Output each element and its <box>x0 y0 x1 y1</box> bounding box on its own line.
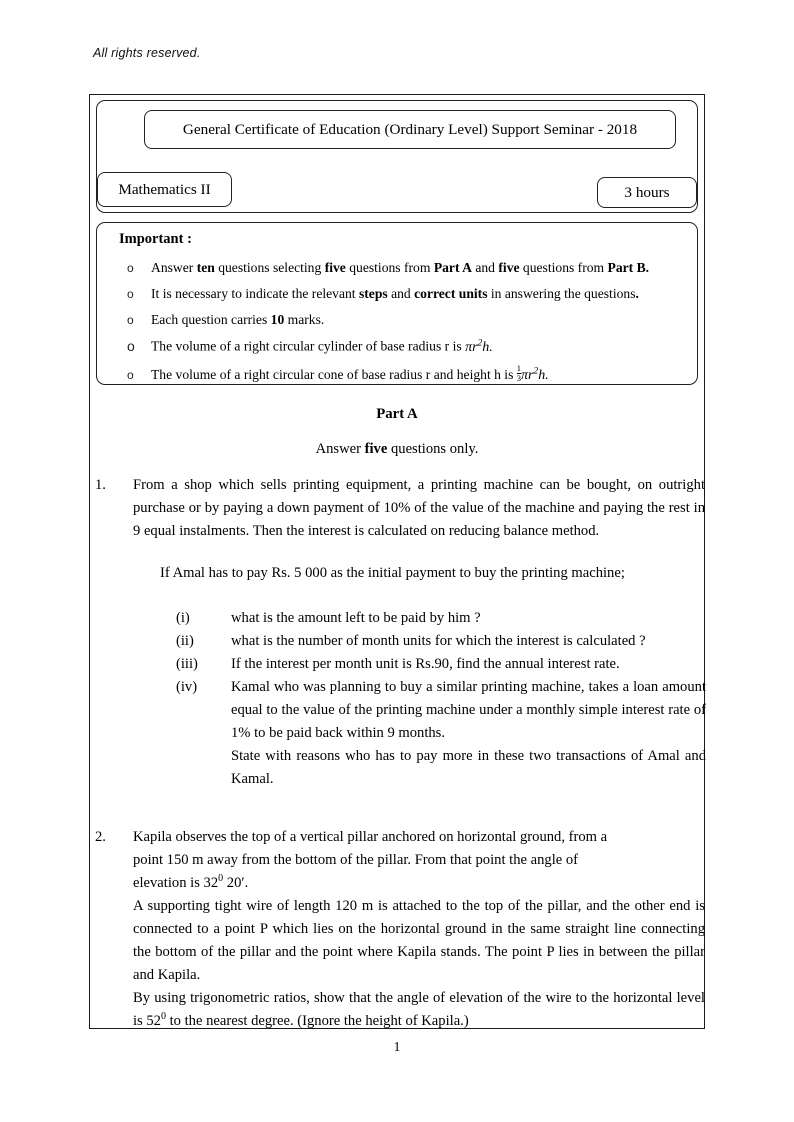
part-a-instruction <box>89 441 705 458</box>
circle-bullet-icon: o <box>127 338 135 354</box>
degree-symbol: 0 <box>218 873 224 885</box>
plain-text: The volume of a right circular cone of base radius r and height h is <box>151 366 517 382</box>
important-item-text <box>151 287 681 301</box>
question-1-body <box>133 474 705 791</box>
important-item-text <box>151 339 681 355</box>
important-item-text <box>151 313 681 327</box>
plain-text: marks. <box>284 312 325 327</box>
subpart-label: (iii) <box>176 656 198 672</box>
important-instructions-box <box>96 222 698 385</box>
circle-bullet-icon: o <box>127 313 134 327</box>
plain-text: in answering the questions <box>487 286 636 301</box>
circle-bullet-icon: o <box>127 287 134 301</box>
emphasis-text: five <box>498 260 520 275</box>
part-a-heading: Part A <box>376 406 418 422</box>
question-2-paragraph-3 <box>133 987 705 1033</box>
subpart-text: what is the number of month units for which the interest is calculated ? <box>231 633 646 649</box>
question-2-paragraph-2: A supporting tight wire of length 120 m is attached to the top of the pillar, and the other end is connected to a point P which lies on the horizontal ground in the same straight line connecting the bottom of the pillar and the point where Kapila stands. The point P lies in between the pillar and Kapila. <box>133 898 705 983</box>
emphasis-text: steps <box>358 286 388 301</box>
important-title: Important : <box>119 231 192 247</box>
important-item <box>121 287 681 308</box>
subject-box <box>97 172 232 207</box>
subpart-continuation-text: State with reasons who has to pay more in these two transactions of Amal and Kamal. <box>231 748 706 787</box>
question-2-line-1: Kapila observes the top of a vertical pillar anchored on horizontal ground, from a <box>133 829 608 845</box>
subpart-label: (i) <box>176 610 190 626</box>
subpart-label: (iv) <box>176 679 198 695</box>
elevation-suffix: . <box>244 875 249 891</box>
important-item-text <box>151 365 681 384</box>
important-item <box>121 365 681 386</box>
plain-text: questions from <box>519 260 608 275</box>
instruction-bold: five <box>364 441 388 457</box>
plain-text: Each question carries <box>151 312 271 327</box>
elevation-minutes-value: 20 <box>223 875 242 891</box>
instruction-prefix: Answer <box>315 441 365 457</box>
plain-text: The volume of a right circular cylinder of base radius r is <box>151 339 466 354</box>
plain-text: Answer <box>151 260 197 275</box>
question-2 <box>95 826 705 1033</box>
subpart-text: what is the amount left to be paid by him ? <box>231 610 481 626</box>
question-1-condition: If Amal has to pay Rs. 5 000 as the initial payment to buy the printing machine; <box>160 565 625 581</box>
question-1-subpart <box>176 607 706 630</box>
subject-text: Mathematics II <box>118 180 211 198</box>
duration-text: 3 hours <box>624 183 670 201</box>
question-1-subpart <box>176 630 706 653</box>
all-rights-reserved-note: All rights reserved. <box>93 46 201 60</box>
plain-text: questions from <box>345 260 434 275</box>
subpart-label: (ii) <box>176 633 194 649</box>
important-item-text <box>151 261 681 275</box>
question-1-subpart <box>176 676 706 791</box>
formula-cone: $\frac{1}{3}$ $\pi r^2h$. <box>516 363 549 383</box>
plain-text: and <box>387 286 415 301</box>
circle-bullet-icon: o <box>127 367 134 382</box>
fraction-one-third: $\frac{1}{3}$ <box>516 363 522 383</box>
important-items-list <box>121 261 681 391</box>
exam-title-text: General Certificate of Education (Ordinary Level) Support Seminar - 2018 <box>182 120 638 138</box>
plain-text: It is necessary to indicate the relevant <box>151 286 359 301</box>
question-2-number: 2. <box>95 829 106 845</box>
emphasis-text: correct units <box>414 286 488 301</box>
question-2-elevation-line <box>133 872 705 895</box>
para3-suffix: to the nearest degree. (Ignore the height of Kapila.) <box>165 1013 469 1029</box>
question-1-number: 1. <box>95 477 106 493</box>
subpart-text: If the interest per month unit is Rs.90, find the annual interest rate. <box>231 656 620 672</box>
emphasis-text: . <box>635 286 639 301</box>
important-item <box>121 339 681 360</box>
emphasis-text: 10 <box>270 312 285 327</box>
degree-symbol-2: 0 <box>160 1011 166 1023</box>
important-item <box>121 261 681 282</box>
exam-title-box <box>144 110 676 149</box>
question-1-subpart <box>176 653 706 676</box>
para3-prefix: By using trigonometric ratios, show that the angle of elevation of the wire to the horizontal level is 52 <box>133 990 705 1029</box>
instruction-suffix: questions only. <box>387 441 479 457</box>
emphasis-text: Part B. <box>607 260 650 275</box>
question-1-subparts <box>176 607 706 791</box>
important-item <box>121 313 681 334</box>
emphasis-text: Part A <box>433 260 472 275</box>
plain-text: questions selecting <box>214 260 325 275</box>
subpart-text: Kamal who was planning to buy a similar printing machine, takes a loan amount equal to the value of the printing machine under a monthly simple interest rate of 1% to be paid back within 9 months. State with reasons who has to pay more in these two transactions of Amal and Kamal. <box>231 676 706 791</box>
formula-cylinder: $\pi r^2h$. <box>465 338 493 355</box>
minute-symbol: ′ <box>241 875 245 891</box>
elevation-prefix: elevation is 32 <box>133 875 219 891</box>
emphasis-text: five <box>324 260 346 275</box>
question-2-line-2: point 150 m away from the bottom of the pillar. From that point the angle of <box>133 852 579 868</box>
plain-text: and <box>471 260 499 275</box>
emphasis-text: ten <box>196 260 215 275</box>
question-2-body <box>133 826 705 1033</box>
question-1-intro: From a shop which sells printing equipment, a printing machine can be bought, on outright purchase or by paying a down payment of 10% of the value of the machine and paying the rest in 9 equal instalments. Then the interest is calculated on reducing balance method. <box>133 477 705 539</box>
duration-box <box>597 177 697 208</box>
page-number: 1 <box>393 1039 401 1054</box>
question-1 <box>95 474 705 791</box>
circle-bullet-icon: o <box>127 261 134 275</box>
